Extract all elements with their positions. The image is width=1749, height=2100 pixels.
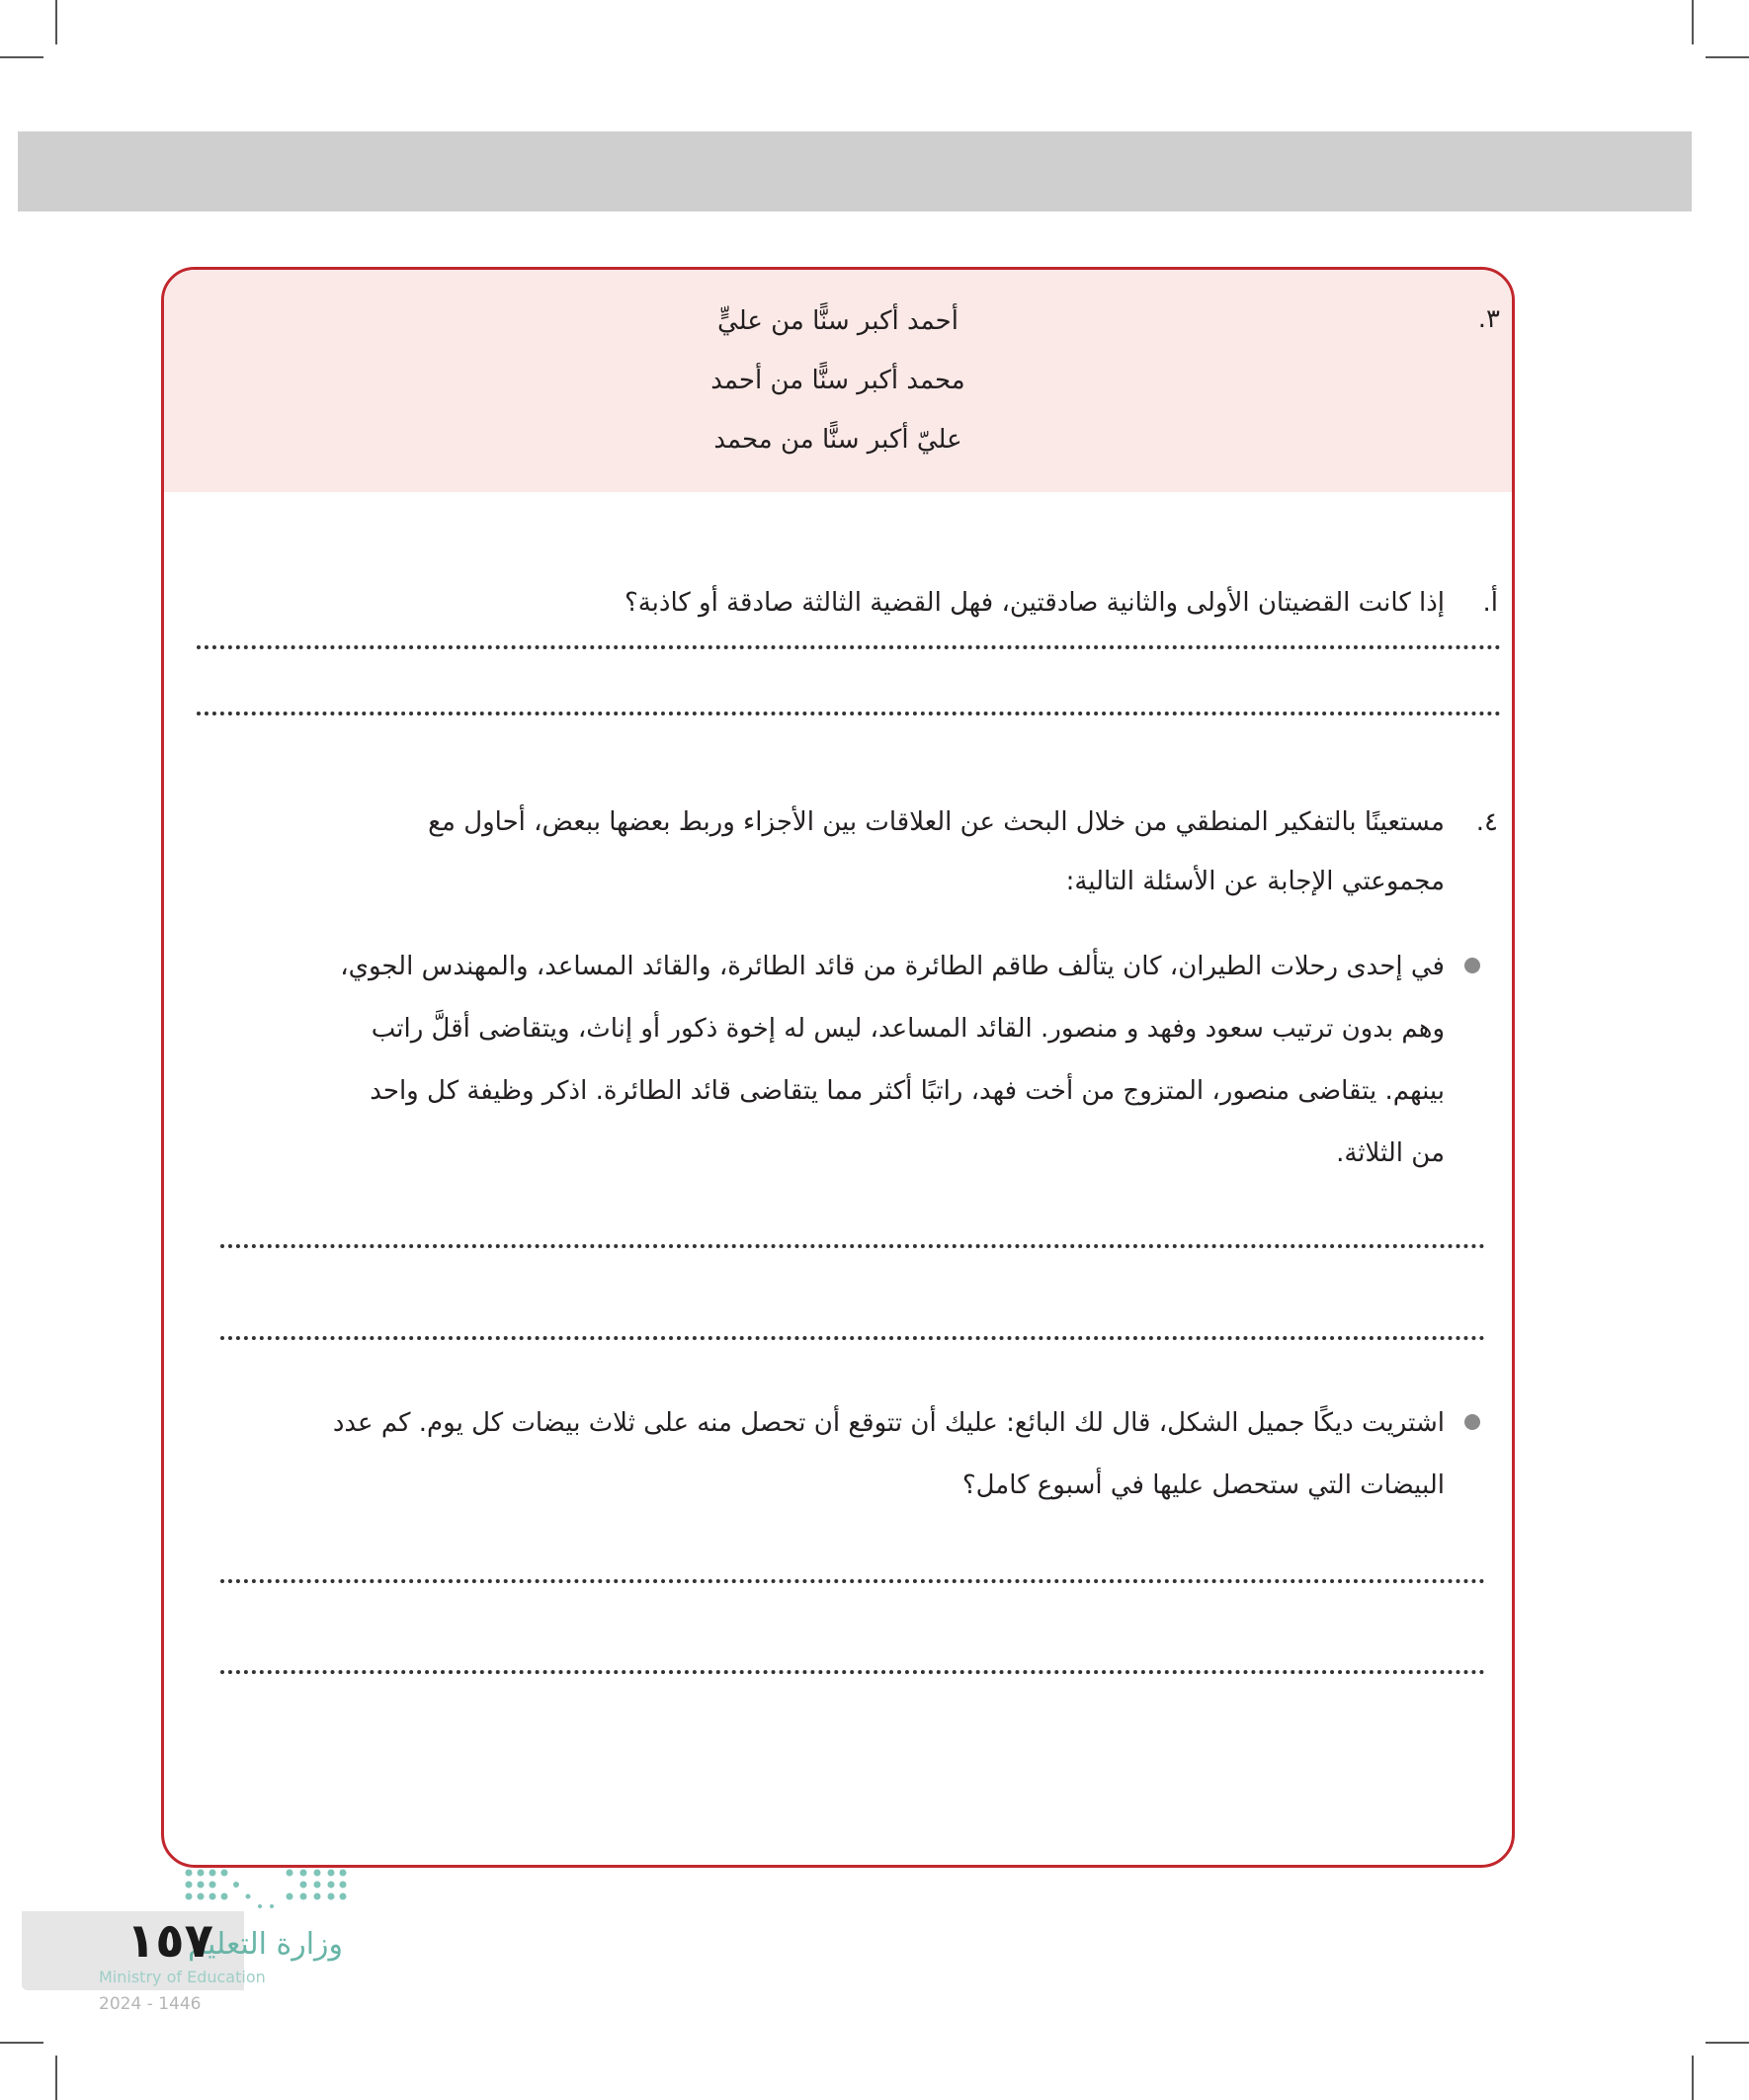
bullet-1-line-1: في إحدى رحلات الطيران، كان يتألف طاقم الطائرة من قائد الطائرة، والقائد المساعد، والمهندس الجوي، (340, 952, 1445, 981)
bullet-1 (1464, 958, 1480, 973)
problem-4-intro-line-2: مجموعتي الإجابة عن الأسئلة التالية: (1065, 867, 1445, 896)
question-a-text: إذا كانت القضيتان الأولى والثانية صادقتين، فهل القضية الثالثة صادقة أو كاذبة؟ (624, 588, 1445, 618)
crop-mark (55, 2056, 57, 2100)
crop-mark (1692, 2056, 1694, 2100)
problem-4-number: ٤. (1475, 807, 1498, 837)
answer-line[interactable] (220, 1579, 1485, 1583)
ministry-logo-dots (181, 1867, 349, 1912)
premise-2: محمد أكبر سنًّا من أحمد (710, 366, 965, 395)
bullet-1-line-4: من الثلاثة. (1336, 1138, 1445, 1168)
crop-mark (55, 0, 57, 44)
premise-3: عليّ أكبر سنًّا من محمد (713, 425, 962, 455)
answer-line[interactable] (197, 712, 1501, 715)
answer-line[interactable] (197, 645, 1501, 649)
bullet-2 (1464, 1414, 1480, 1430)
problem-3-number: ٣. (1477, 304, 1500, 334)
bullet-2-line-2: البيضات التي ستحصل عليها في أسبوع كامل؟ (961, 1470, 1445, 1500)
bullet-1-line-2: وهم بدون ترتيب سعود وفهد و منصور. القائد المساعد، ليس له إخوة ذكور أو إناث، ويتقاضى أقلَّ راتب (371, 1014, 1445, 1044)
question-a-label: أ. (1482, 588, 1498, 618)
answer-line[interactable] (220, 1670, 1485, 1674)
bullet-2-line-1: اشتريت ديكًا جميل الشكل، قال لك البائع: عليك أن تتوقع أن تحصل منه على ثلاث بيضات كل يوم. كم عدد (332, 1408, 1445, 1438)
problem-4-intro-line-1: مستعينًا بالتفكير المنطقي من خلال البحث عن العلاقات بين الأجزاء وربط بعضها ببعض، أحاول مع (428, 807, 1445, 837)
header-band (18, 131, 1692, 211)
ministry-name-english: Ministry of Education (99, 1968, 266, 1986)
edition-year: 2024 - 1446 (99, 1994, 202, 2014)
crop-mark (1706, 2042, 1749, 2044)
page-number: ١٥٧ (126, 1913, 213, 1969)
crop-mark (0, 56, 43, 58)
answer-line[interactable] (220, 1244, 1485, 1248)
crop-mark (1692, 0, 1694, 44)
crop-mark (0, 2042, 43, 2044)
answer-line[interactable] (220, 1336, 1485, 1340)
exercise-box (161, 267, 1515, 1868)
premise-1: أحمد أكبر سنًّا من عليٍّ (717, 306, 958, 336)
crop-mark (1706, 56, 1749, 58)
bullet-1-line-3: بينهم. يتقاضى منصور، المتزوج من أخت فهد، راتبًا أكثر مما يتقاضى قائد الطائرة. اذكر وظيفة كل واحد (370, 1076, 1445, 1106)
ministry-name-arabic: وزارة التعليم (188, 1927, 344, 1962)
